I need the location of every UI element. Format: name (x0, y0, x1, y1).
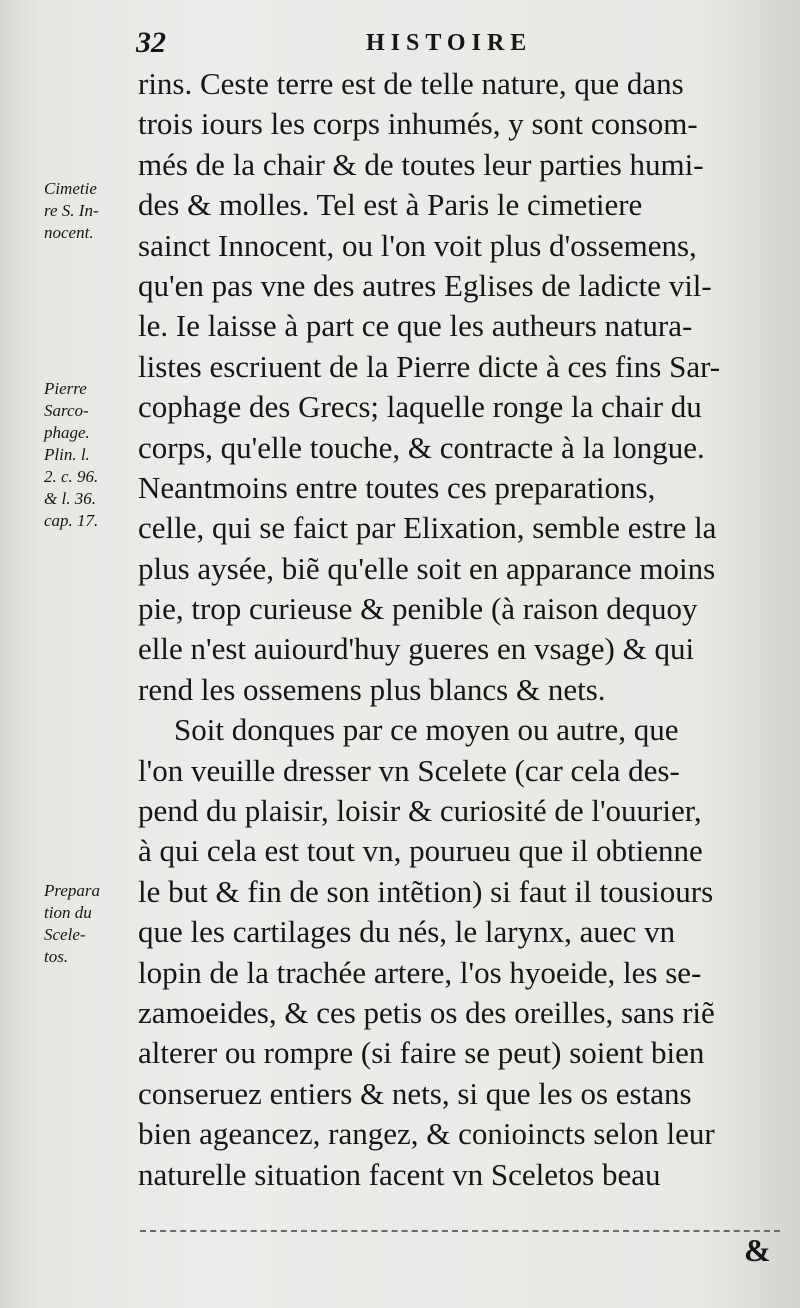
text-line: zamoeides, & ces petis os des oreilles, sans riẽ (138, 994, 715, 1030)
text-line: cophage des Grecs; laquelle ronge la chair du (138, 389, 702, 425)
text-line: plus aysée, biẽ qu'elle soit en apparance moins (138, 550, 716, 586)
margin-note-preparation: Prepara tion du Scele- tos. (44, 881, 101, 966)
text-line: pend du plaisir, loisir & curiosité de l'ouurier, (138, 793, 702, 829)
text-line: listes escriuent de la Pierre dicte à ces fins Sar- (138, 348, 721, 384)
text-line: que les cartilages du nés, le larynx, auec vn (138, 914, 676, 950)
text-line: sainct Innocent, ou l'on voit plus d'ossemens, (138, 227, 697, 263)
text-line: des & molles. Tel est à Paris le cimetiere (138, 187, 643, 223)
running-head: HISTOIRE (366, 30, 533, 56)
text-line: elle n'est auiourd'huy gueres en vsage) & qui (138, 631, 695, 667)
text-line: corps, qu'elle touche, & contracte à la longue. (138, 429, 705, 465)
text-line: rend les ossemens plus blancs & nets. (138, 671, 606, 707)
text-line: pie, trop curieuse & penible (à raison dequoy (138, 591, 698, 627)
text-line: le but & fin de son intẽtion) si faut il tousiours (138, 873, 714, 909)
text-line: le. Ie laisse à part ce que les autheurs natura- (138, 308, 693, 344)
text-line-indented: Soit donques par ce moyen ou autre, que (174, 712, 679, 748)
underline-rule (140, 1230, 780, 1232)
text-line: à qui cela est tout vn, pourueu que il obtienne (138, 833, 703, 869)
catchword: & (744, 1232, 771, 1268)
text-line: naturelle situation facent vn Sceletos beau (138, 1156, 661, 1192)
text-line: l'on veuille dresser vn Scelete (car cela des- (138, 752, 680, 788)
text-line: més de la chair & de toutes leur parties humi- (138, 146, 704, 182)
text-line: rins. Ceste terre est de telle nature, que dans (138, 66, 684, 101)
margin-note-cimetiere: Cimetie re S. In- nocent. (44, 179, 99, 242)
page-number: 32 (136, 26, 166, 59)
text-line: conseruez entiers & nets, si que les os estans (138, 1075, 692, 1111)
text-line: trois iours les corps inhumés, y sont consom- (138, 106, 698, 142)
text-line: celle, qui se faict par Elixation, semble estre la (138, 510, 717, 546)
text-line: lopin de la trachée artere, l'os hyoeide, les se- (138, 954, 702, 990)
text-line: bien ageancez, rangez, & conioincts selon leur (138, 1116, 715, 1152)
body-text (138, 64, 778, 1195)
text-line: Neantmoins entre toutes ces preparations, (138, 469, 656, 505)
text-line: alterer ou rompre (si faire se peut) soient bien (138, 1035, 705, 1071)
text-line: qu'en pas vne des autres Eglises de ladicte vil- (138, 267, 712, 303)
margin-note-pierre: Pierre Sarco- phage. Plin. l. 2. c. 96. & l. 36. cap. 17. (44, 379, 99, 530)
